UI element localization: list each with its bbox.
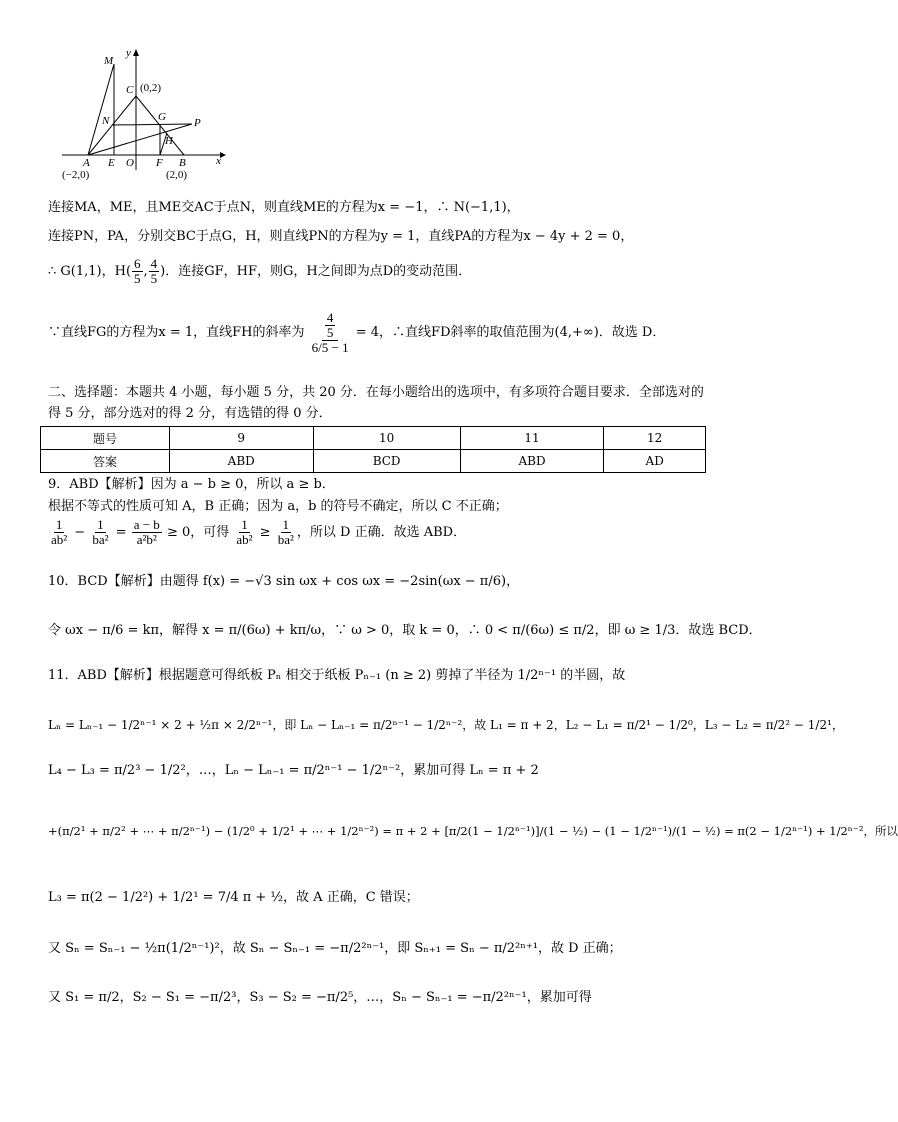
line-2: 连接PN，PA，分别交BC于点G，H，则直线PN的方程为y = 1，直线PA的方程为x − 4y + 2 = 0， <box>48 229 634 244</box>
q11-line-c: L₄ − L₃ = π/2³ − 1/2²，…，Lₙ − Lₙ₋₁ = π/2ⁿ⁻¹ − 1/2ⁿ⁻²，累加可得 Lₙ = π + 2 <box>48 763 539 778</box>
h-x-frac: $\frac{6}{5}$ <box>134 256 141 286</box>
label-x: x <box>216 155 221 167</box>
section-2-line-2: 得 5 分，部分选对的得 2 分，有选错的得 0 分． <box>48 406 332 421</box>
table-number: 11 <box>460 427 604 450</box>
table-answer: AD <box>604 450 706 473</box>
label-N: N <box>102 115 110 127</box>
line-4 <box>48 303 665 363</box>
q9-line-a: 9．ABD【解析】因为 a − b ≥ 0，所以 a ≥ b． <box>48 477 335 492</box>
q11-line-a: 11．ABD【解析】根据题意可得纸板 Pₙ 相交于纸板 Pₙ₋₁ (n ≥ 2) 剪掉了半径为 1/2ⁿ⁻¹ 的半圆，故 <box>48 668 626 683</box>
q10-line-a: 10．BCD【解析】由题得 f(x) = −√3 sin ωx + cos ωx = −2sin(ωx − π/6)， <box>48 574 520 589</box>
table-answer-label: 答案 <box>41 450 170 473</box>
q10-line-b: 令 ωx − π/6 = kπ，解得 x = π/(6ω) + kπ/ω，∵ ω > 0，取 k = 0，∴ 0 < π/(6ω) ≤ π/2，即 ω ≥ 1/3．故选 BCD． <box>48 623 762 638</box>
label-P: P <box>194 117 201 129</box>
label-H: H <box>165 135 173 147</box>
h-y-frac: $\frac{4}{5}$ <box>150 256 158 286</box>
table-answer: ABD <box>169 450 313 473</box>
label-a-coord: (−2,0) <box>62 169 90 181</box>
table-number: 12 <box>604 427 706 450</box>
line-4-a: ∵直线FG的方程为x = 1，直线FH的斜率为 <box>48 325 305 340</box>
slope-frac: $\frac{\frac{4}{5}}{6/5 - 1}$ <box>311 309 349 355</box>
table-number: 10 <box>313 427 460 450</box>
label-E: E <box>108 157 115 169</box>
label-G: G <box>158 111 166 123</box>
q9-line-c: $\frac{1}{\text{ab²}}$ − $\frac{1}{\text{ba²}}$ = $\frac{a - b}{\text{a²b²}}$ ≥ 0，可得 $\frac{1}{\text{ab²}}$ ≥ $\frac{1}{\text{ba²}}$ ，所以 D 正确．故选 ABD． <box>51 517 467 547</box>
table-number: 9 <box>169 427 313 450</box>
label-C: C <box>126 84 134 96</box>
coordinate-figure <box>58 44 228 184</box>
label-O: O <box>126 157 134 169</box>
table-answer: ABD <box>460 450 604 473</box>
label-A: A <box>83 157 90 169</box>
line-3-a: ∴ G(1,1)，H( <box>48 264 132 279</box>
table-row <box>41 427 706 450</box>
q11-line-d: +(π/2¹ + π/2² + ⋯ + π/2ⁿ⁻¹) − (1/2⁰ + 1/2¹ + ⋯ + 1/2ⁿ⁻²) = π + 2 + [π/2(1 − 1/2ⁿ⁻¹)]/(1 − ½) − (1 − 1/2ⁿ⁻¹)/(1 − ½) = π(2 − 1/2ⁿ⁻¹) + 1/2ⁿ⁻²，所以 <box>48 824 898 838</box>
label-c-coord: (0,2) <box>140 82 162 94</box>
label-F: F <box>156 157 163 169</box>
line-3: ∴ G(1,1)，H( $\frac{6}{5}$ , $\frac{4}{5}$ )．连接GF，HF，则G，H之间即为点D的变动范围． <box>48 256 472 286</box>
label-y: y <box>126 47 131 59</box>
table-header-label: 题号 <box>41 427 170 450</box>
line-3-b: )．连接GF，HF，则G，H之间即为点D的变动范围． <box>160 264 472 279</box>
label-b-coord: (2,0) <box>166 169 188 181</box>
label-M: M <box>104 55 114 67</box>
line-4-b: = 4，∴直线FD斜率的取值范围为(4,+∞)．故选 D． <box>355 325 666 340</box>
section-2-line-1: 二、选择题：本题共 4 小题，每小题 5 分，共 20 分．在每小题给出的选项中，有多项符合题目要求．全部选对的 <box>48 385 704 400</box>
answer-table <box>40 426 706 473</box>
q11-line-b: Lₙ = Lₙ₋₁ − 1/2ⁿ⁻¹ × 2 + ½π × 2/2ⁿ⁻¹，即 Lₙ − Lₙ₋₁ = π/2ⁿ⁻¹ − 1/2ⁿ⁻²，故 L₁ = π + 2，L₂ − L₁ = π/2¹ − 1/2⁰，L₃ − L₂ = π/2² − 1/2¹， <box>48 718 844 732</box>
q11-line-f: 又 Sₙ = Sₙ₋₁ − ½π(1/2ⁿ⁻¹)²，故 Sₙ − Sₙ₋₁ = −π/2²ⁿ⁻¹，即 Sₙ₊₁ = Sₙ − π/2²ⁿ⁺¹，故 D 正确； <box>48 941 622 956</box>
q9-line-b: 根据不等式的性质可知 A，B 正确；因为 a，b 的符号不确定，所以 C 不正确； <box>48 499 508 514</box>
table-row <box>41 450 706 473</box>
line-1: 连接MA，ME，且ME交AC于点N，则直线ME的方程为x = −1，∴ N(−1,1)， <box>48 200 520 215</box>
table-answer: BCD <box>313 450 460 473</box>
q11-line-e: L₃ = π(2 − 1/2²) + 1/2¹ = 7/4 π + ½，故 A 正确，C 错误； <box>48 890 419 905</box>
q11-line-g: 又 S₁ = π/2，S₂ − S₁ = −π/2³，S₃ − S₂ = −π/2⁵，…，Sₙ − Sₙ₋₁ = −π/2²ⁿ⁻¹，累加可得 <box>48 990 592 1005</box>
label-B: B <box>179 157 186 169</box>
